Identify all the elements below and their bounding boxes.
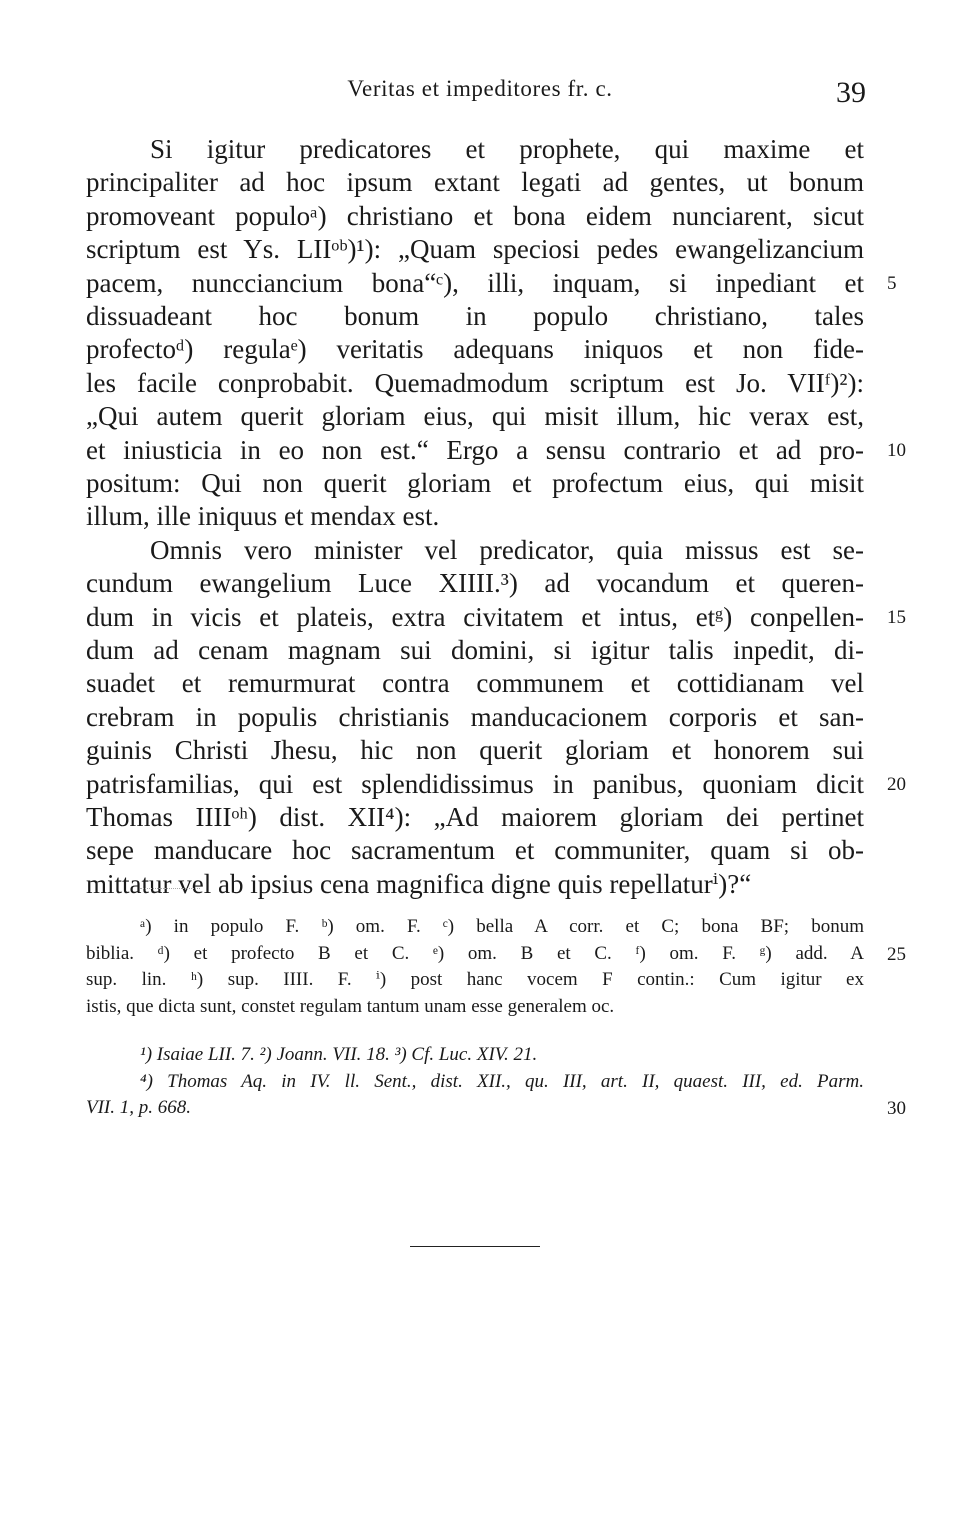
text-line: Omnis vero minister vel predicator, quia missus est se- — [150, 534, 864, 565]
text-line: dum ad cenam magnam sui domini, si igitur talis inpedit, di- — [86, 635, 864, 665]
text-line: dum in vicis et plateis, extra civitatem et intus, etᵍ) conpellen- — [86, 601, 864, 632]
text-line: les facile conprobabit. Quemadmodum scriptum est Jo. VIIᶠ)²): — [86, 367, 864, 398]
note-line: biblia. ᵈ) et profecto B et C. ᵉ) om. B et C. ᶠ) om. F. ᵍ) add. A — [86, 942, 864, 964]
text-line: promoveant populoᵃ) christiano et bona eidem nunciarent, sicut — [86, 200, 864, 231]
text-line: crebram in populis christianis manducacionem corporis et san- — [86, 701, 864, 732]
text-line: scriptum est Ys. LIIᵒᵇ)¹): „Quam speciosi pedes ewangelizancium — [86, 234, 864, 265]
text-line: mittatur vel ab ipsius cena magnifica digne quis repellaturⁱ)?“ — [86, 868, 752, 899]
note-line: VII. 1, p. 668. — [86, 1097, 192, 1118]
text-line: patrisfamilias, qui est splendidissimus in panibus, quoniam dicit — [86, 768, 864, 799]
end-rule — [410, 1246, 540, 1247]
note-line: istis, que dicta sunt, constet regulam tantum unam esse generalem oc. — [86, 995, 615, 1017]
text-line: dissuadeant hoc bonum in populo christiano, tales — [86, 301, 864, 331]
text-line: Thomas IIIIᵒʰ) dist. XII⁴): „Ad maiorem gloriam dei pertinet — [86, 802, 864, 832]
note-line: sup. lin. ʰ) sup. IIII. F. ⁱ) post hanc vocem F contin.: Cum igitur ex — [86, 969, 864, 990]
text-line: principaliter ad hoc ipsum extant legati ad gentes, ut bonum — [86, 167, 864, 198]
line-number: 30 — [887, 1098, 906, 1119]
note-line: ᵃ) in populo F. ᵇ) om. F. ᶜ) bella A corr. et C; bona BF; bonum — [140, 916, 864, 937]
text-line: Si igitur predicatores et prophete, qui maxime et — [150, 134, 864, 164]
line-number: 15 — [887, 606, 906, 628]
line-number: 20 — [887, 773, 906, 795]
text-line: guinis Christi Jhesu, hic non querit gloriam et honorem sui — [86, 735, 864, 766]
apparatus-separator — [140, 888, 200, 889]
text-line: pacem, nuncciancium bona“ᶜ), illi, inquam, si inpediant et — [86, 267, 864, 298]
running-title: Veritas et impeditores fr. c. — [347, 76, 613, 101]
text-line: cundum ewangelium Luce XIIII.³) ad vocandum et queren- — [86, 568, 864, 599]
text-line: suadet et remurmurat contra communem et cottidianam vel — [86, 668, 864, 699]
text-line: positum: Qui non querit gloriam et profectum eius, qui misit — [86, 468, 864, 498]
text-line: illum, ille iniquus et mendax est. — [86, 501, 440, 532]
note-line: ⁴) Thomas Aq. in IV. ll. Sent., dist. XII., qu. III, art. II, quaest. III, ed. Parm. — [140, 1070, 864, 1092]
text-line: profectoᵈ) regulaᵉ) veritatis adequans iniquos et non fide- — [86, 334, 864, 365]
text-line: et iniusticia in eo non est.“ Ergo a sensu contrario et ad pro- — [86, 434, 864, 465]
page-number: 39 — [836, 76, 866, 109]
note-line: ¹) Isaiae LII. 7. ²) Joann. VII. 18. ³) Cf. Luc. XIV. 21. — [140, 1044, 538, 1065]
text-line: „Qui autem querit gloriam eius, qui misit illum, hic verax est, — [86, 401, 864, 432]
text-line: sepe manducare hoc sacramentum et communiter, quam si ob- — [86, 835, 864, 866]
line-number: 10 — [887, 439, 906, 461]
line-number: 25 — [887, 943, 906, 965]
line-number: 5 — [887, 272, 897, 294]
